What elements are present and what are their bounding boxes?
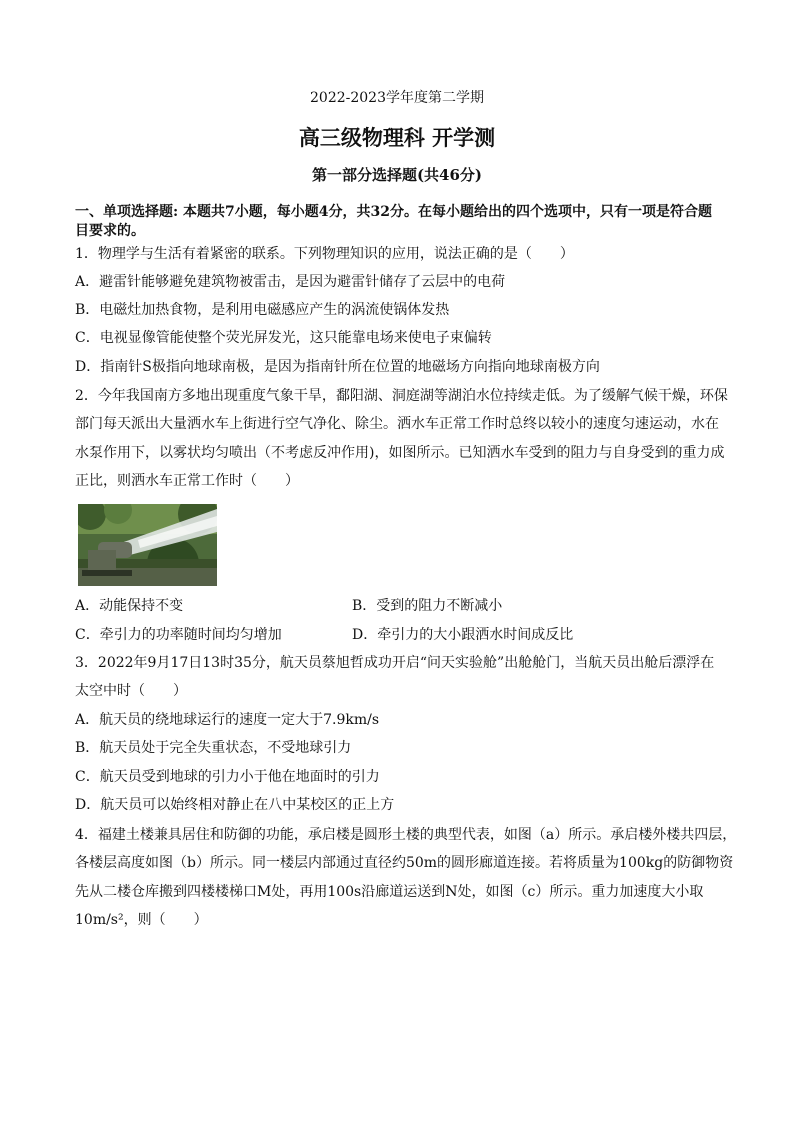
q2-option-d: D．牵引力的大小跟洒水时间成反比 [352,627,574,643]
school-year: 2022-2023学年度第二学期 [310,90,484,106]
q3-option-c: C．航天员受到地球的引力小于他在地面时的引力 [75,769,380,785]
q1-option-a: A．避雷针能够避免建筑物被雷击，是因为避雷针储存了云层中的电荷 [75,274,506,290]
q4-stem-line3: 先从二楼仓库搬到四楼楼梯口M处，再用100s沿廊道运送到N处，如图（c）所示。重力加速度大小取 [75,884,704,900]
q2-stem-line2: 部门每天派出大量洒水车上街进行空气净化、除尘。洒水车正常工作时总终以较小的速度匀速运动，水在 [75,416,719,432]
q3-option-b: B．航天员处于完全失重状态，不受地球引力 [75,740,352,756]
q4-stem-line4: 10m/s²，则（ ） [75,912,208,928]
q2-stem-line3: 水泵作用下，以雾状均匀喷出（不考虑反冲作用)，如图所示。已知洒水车受到的阻力与自身受到的重力成 [75,445,725,461]
q1-stem: 1．物理学与生活有着紧密的联系。下列物理知识的应用，说法正确的是（ ） [75,246,574,262]
q3-option-d: D．航天员可以始终相对静止在八中某校区的正上方 [75,797,395,813]
q4-stem-line1: 4．福建土楼兼具居住和防御的功能，承启楼是圆形土楼的典型代表，如图（a）所示。承启楼外楼共四层， [75,827,737,843]
q2-option-a: A．动能保持不变 [75,598,184,614]
q2-stem-line4: 正比，则洒水车正常工作时（ ） [75,473,299,489]
q3-option-a: A．航天员的绕地球运行的速度一定大于7.9km/s [75,712,380,728]
part1-instruction-line1: 一、单项选择题: 本题共7小题，每小题4分，共32分。在每小题给出的四个选项中，只有一项是符合题 [75,204,713,220]
q2-option-b: B．受到的阻力不断减小 [352,598,503,614]
exam-title: 高三级物理科 开学测 [298,125,496,150]
q3-stem-line1: 3．2022年9月17日13时35分，航天员蔡旭哲成功开启“问天实验舱”出舱舱门，当航天员出舱后漂浮在 [75,655,715,671]
water-sprinkler-photo [78,504,217,586]
q1-option-d: D．指南针S极指向地球南极，是因为指南针所在位置的地磁场方向指向地球南极方向 [75,359,600,375]
q2-option-c: C．牵引力的功率随时间均匀增加 [75,627,282,643]
q2-stem-line1: 2．今年我国南方多地出现重度气象干旱，鄱阳湖、洞庭湖等湖泊水位持续走低。为了缓解气候干燥，环保 [75,388,728,404]
q3-stem-line2: 太空中时（ ） [75,683,187,699]
section-title: 第一部分选择题(共46分) [311,166,483,184]
q1-option-b: B．电磁灶加热食物，是利用电磁感应产生的涡流使锅体发热 [75,302,450,318]
q4-stem-line2: 各楼层高度如图（b）所示。同一楼层内部通过直径约50m的圆形廊道连接。若将质量为100kg的防御物资 [75,855,734,871]
q1-option-c: C．电视显像管能使整个荧光屏发光，这只能靠电场来使电子束偏转 [75,330,492,346]
part1-instruction-line2: 目要求的。 [75,223,145,239]
